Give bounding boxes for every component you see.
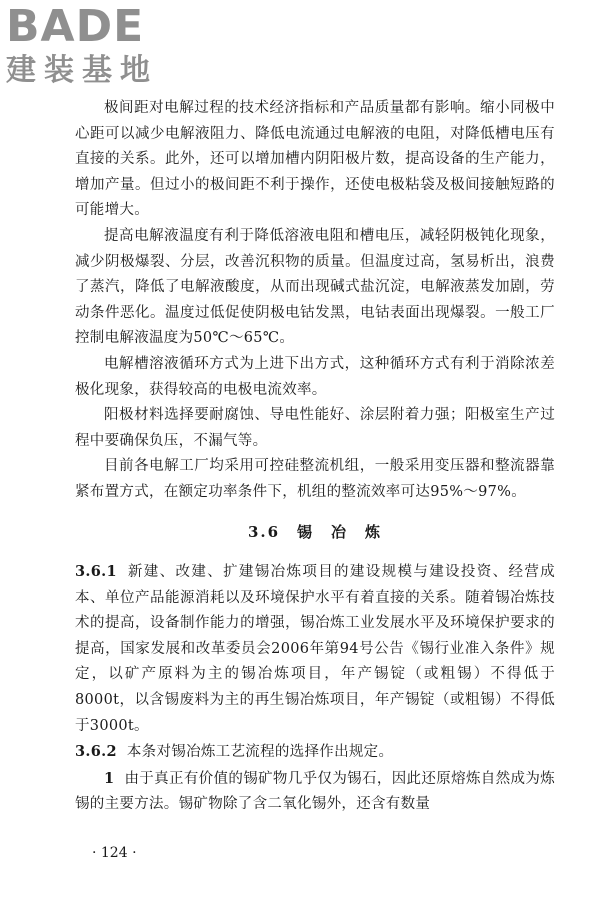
clause-3-6-2 <box>75 739 555 766</box>
clause-number: 3.6.1 <box>75 563 117 581</box>
item-number: 1 <box>104 769 115 787</box>
paragraph-circulation: 电解槽溶液循环方式为上进下出方式，这种循环方式有利于消除浓差极化现象，获得较高的电极电流效率。 <box>75 355 555 398</box>
paragraph-rectifier: 目前各电解工厂均采用可控硅整流机组，一般采用变压器和整流器靠紧布置方式，在额定功率条件下，机组的整流效率可达95%～97%。 <box>75 458 555 500</box>
page-body <box>75 96 555 818</box>
paragraph-electrolyte-temperature: 提高电解液温度有利于降低溶液电阻和槽电压，减轻阴极钝化现象，减少阴极爆裂、分层，改善沉积物的质量。但温度过高，氢易析出，浪费了蒸汽，降低了电解液酸度，从而出现碱式盐沉淀，电解液蒸发加剧，劳动条件恶化。温度过低促使阴极电钴发黑，电钴表面出现爆裂。一般工厂控制电解液温度为50℃～65℃。 <box>75 227 555 347</box>
clause-3-6-1 <box>75 559 555 739</box>
item-text: 由于真正有价值的锡矿物几乎仅为锡石，因此还原熔炼自然成为炼锡的主要方法。锡矿物除了含二氧化锡外，还含有数量 <box>75 770 555 813</box>
section-title: 3.6 锡 冶 炼 <box>247 522 383 541</box>
logo-brand: BADE <box>6 1 145 52</box>
logo <box>6 1 158 88</box>
paragraph-anode-material: 阳极材料选择要耐腐蚀、导电性能好、涂层附着力强；阳极室生产过程中要确保负压，不漏气等。 <box>75 407 555 449</box>
clause-text: 本条对锡冶炼工艺流程的选择作出规定。 <box>126 744 394 761</box>
paragraph-electrode-spacing: 极间距对电解过程的技术经济指标和产品质量都有影响。缩小同极中心距可以减少电解液阻力、降低电流通过电解液的电阻，对降低槽电压有直接的关系。此外，还可以增加槽内阴阳极片数，提高设备的生产能力，增加产量。但过小的极间距不利于操作，还使电极粘袋及极间接触短路的可能增大。 <box>75 100 555 219</box>
page-number: · 124 · <box>92 845 137 861</box>
logo-subtitle: 建装基地 <box>6 53 158 88</box>
clause-number: 3.6.2 <box>75 743 117 761</box>
clause-text: 新建、改建、扩建锡冶炼项目的建设规模与建设投资、经营成本、单位产品能源消耗以及环境保护水平有着直接的关系。随着锡冶炼技术的提高，设备制作能力的增强，锡冶炼工业发展水平及环境保护要求的提高，国家发展和改革委员会2006年第94号公告《锡行业准入条件》规定，以矿产原料为主的锡冶炼项目，年产锡锭（或粗锡）不得低于8000t，以含锡废料为主的再生锡冶炼项目，年产锡锭（或粗锡）不得低于3000t。 <box>75 564 555 734</box>
item-1 <box>75 766 555 818</box>
